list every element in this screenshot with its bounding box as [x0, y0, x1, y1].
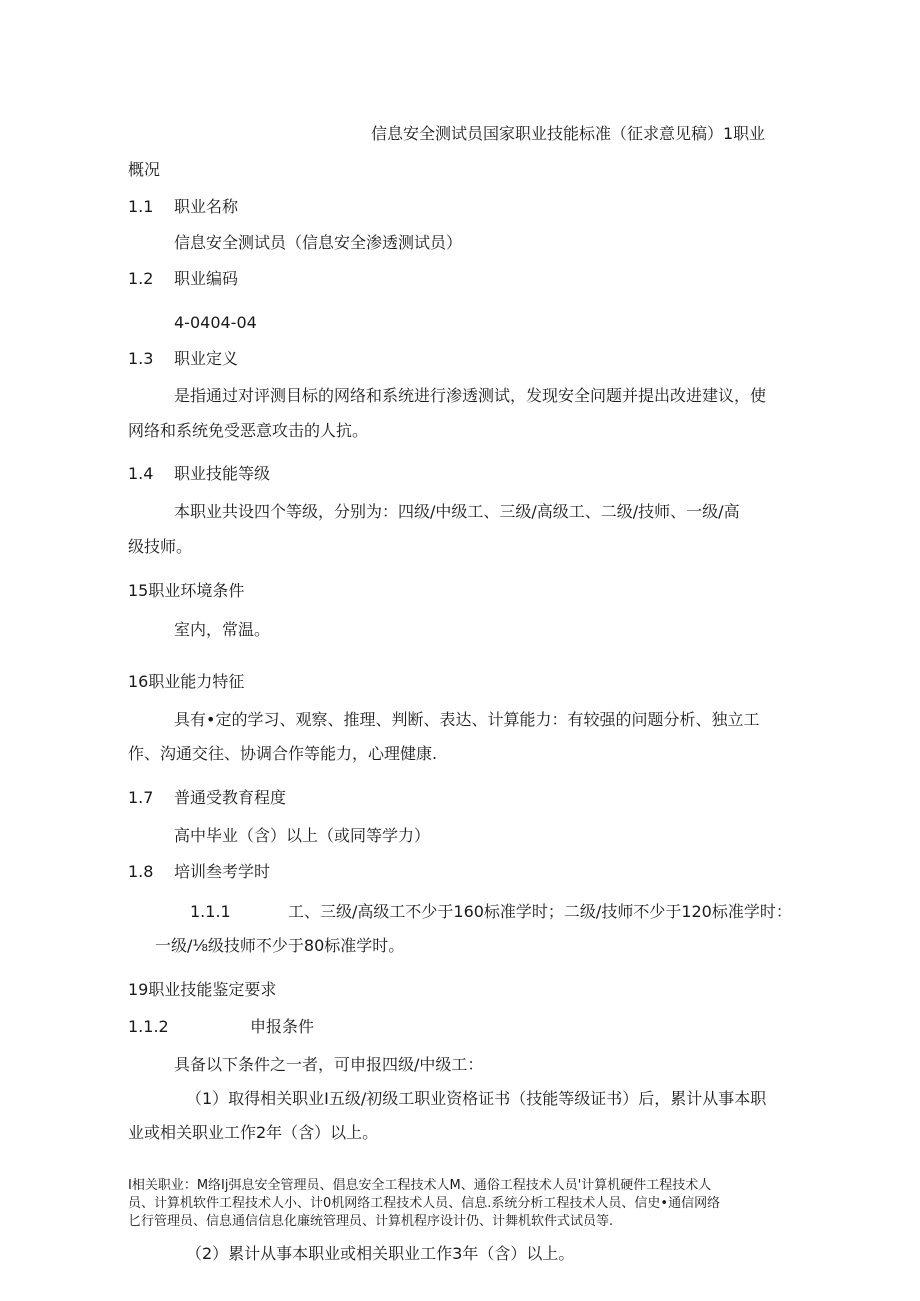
- paragraph: 网络和系统免受恶意攻击的人抗。: [128, 421, 369, 440]
- section-heading: 职业编码: [174, 269, 239, 288]
- list-item: （1）取得相关职业Ⅰ五级/初级工职业资格证书（技能等级证书）后，累计从事本职: [186, 1089, 767, 1108]
- subsection-heading: 申报条件: [250, 1017, 315, 1036]
- section-heading: 职业技能等级: [174, 464, 271, 483]
- paragraph: 级技师。: [128, 537, 193, 556]
- section-number: 1.3: [128, 349, 154, 368]
- paragraph: 具备以下条件之一者，可申报四级/中级工：: [174, 1055, 484, 1074]
- paragraph: 一级/⅛级技师不少于80标准学时。: [155, 936, 405, 955]
- list-item: （2）累计从事本职业或相关职业工作3年（含）以上。: [186, 1244, 575, 1263]
- section-heading: 职业定义: [174, 349, 239, 368]
- paragraph: 4-0404-04: [174, 313, 257, 332]
- section-number: 1.7: [128, 788, 154, 807]
- section-number: 1.1: [128, 197, 154, 216]
- section-heading: 概况: [128, 160, 161, 179]
- footnote: 员、计算机软件工程技术人小、计0机网络工程技术人员、信息.系统分析工程技术人员、信史•通信网络: [128, 1196, 721, 1211]
- paragraph: 本职业共设四个等级，分别为：四级/中级工、三级/高级工、二级/技师、一级/高: [174, 502, 740, 521]
- paragraph: 高中毕业（含）以上（或同等学力）: [174, 826, 431, 845]
- list-item: 业或相关职业工作2年（含）以上。: [128, 1123, 379, 1142]
- paragraph: 工、三级/高级工不少于160标准学时；二级/技师不少于120标准学时：: [288, 902, 792, 921]
- section-heading: 15职业环境条件: [128, 581, 245, 600]
- section-heading: 16职业能力特征: [128, 672, 245, 691]
- footnote: 匕行管理员、信息通信信息化廉统管理员、计算机程序设计仍、计舞机软件式试员等.: [128, 1214, 614, 1229]
- section-number: 1.4: [128, 464, 154, 483]
- section-heading: 培训叁考学时: [174, 862, 271, 881]
- section-number: 1.2: [128, 269, 154, 288]
- section-number: 1.8: [128, 862, 154, 881]
- paragraph: 信息安全测试员（信息安全渗透测试员）: [174, 233, 463, 252]
- document-title: 信息安全测试员国家职业技能标准（征求意见稿）1职业: [371, 124, 766, 143]
- paragraph: 具有•定的学习、观察、推理、判断、表达、计算能力：有较强的问题分析、独立工: [174, 710, 760, 729]
- section-heading: 19职业技能鉴定要求: [128, 980, 277, 999]
- subsection-number: 1.1.2: [128, 1017, 169, 1036]
- subsection-number: 1.1.1: [190, 902, 231, 921]
- paragraph: 作、沟通交往、协调合作等能力，心理健康.: [128, 744, 438, 763]
- paragraph: 是指通过对评测目标的网络和系统进行渗透测试，发现安全问题并提出改进建议，使: [174, 386, 767, 405]
- section-heading: 普通受教育程度: [174, 788, 287, 807]
- section-heading: 职业名称: [174, 197, 239, 216]
- footnote: I相关职业：M络Ij弭息安全管理员、倡息安全工程技术人M、通俗工程技术人员'计算机硬件工程技术人: [128, 1178, 712, 1193]
- paragraph: 室内，常温。: [174, 620, 271, 639]
